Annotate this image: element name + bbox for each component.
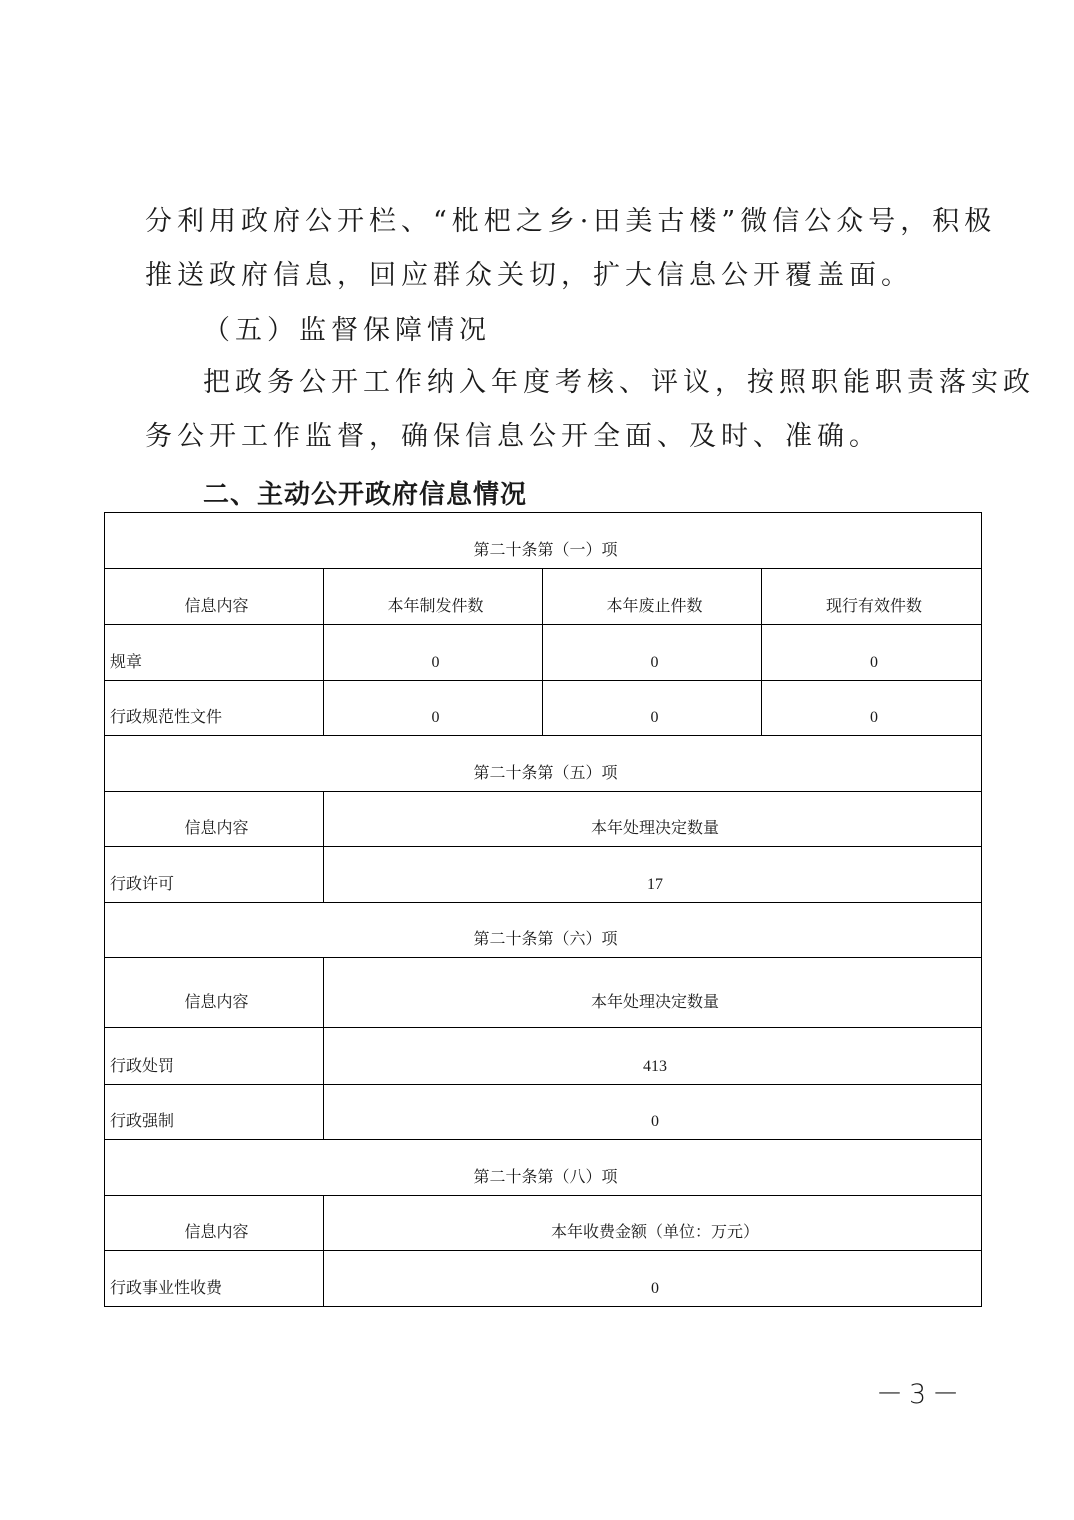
row-label: 行政事业性收费 [105,1251,324,1307]
section-heading: 二、主动公开政府信息情况 [203,480,528,510]
table-row [105,1251,982,1307]
table-section-title-row [105,513,982,569]
column-header: 现行有效件数 [762,569,982,625]
column-header: 信息内容 [105,792,324,847]
table-header-row [105,958,982,1028]
column-header: 信息内容 [105,569,324,625]
section-title: 第二十条第（一）项 [105,513,982,569]
paragraph-line: 把政务公开工作纳入年度考核、评议，按照职能职责落实政 [203,367,1035,398]
paragraph-line: 务公开工作监督，确保信息公开全面、及时、准确。 [145,421,881,452]
disclosure-table [104,512,982,1307]
subsection-heading: （五）监督保障情况 [203,315,491,346]
table-row [105,681,982,736]
row-label: 行政强制 [105,1085,324,1140]
paragraph-line: 分利用政府公开栏、“枇杷之乡·田美古楼”微信公众号，积极 [145,206,997,237]
table-row [105,1028,982,1085]
page-number: －3－ [876,1379,966,1410]
section-title: 第二十条第（六）项 [105,903,982,958]
cell-value: 0 [762,625,982,681]
row-label: 行政规范性文件 [105,681,324,736]
row-label: 行政许可 [105,847,324,903]
column-header: 信息内容 [105,958,324,1028]
cell-value: 413 [324,1028,982,1085]
cell-value: 0 [324,1085,982,1140]
paragraph-line: 推送政府信息，回应群众关切，扩大信息公开覆盖面。 [145,260,913,291]
row-label: 行政处罚 [105,1028,324,1085]
cell-value: 0 [543,681,762,736]
cell-value: 0 [543,625,762,681]
cell-value: 0 [324,1251,982,1307]
cell-value: 0 [324,625,543,681]
table-header-row [105,569,982,625]
section-title: 第二十条第（八）项 [105,1140,982,1196]
section-title: 第二十条第（五）项 [105,736,982,792]
row-label: 规章 [105,625,324,681]
table-header-row [105,792,982,847]
table-header-row [105,1196,982,1251]
table-row [105,625,982,681]
table-row [105,1085,982,1140]
column-header: 本年处理决定数量 [324,792,982,847]
table-section-title-row [105,903,982,958]
cell-value: 0 [762,681,982,736]
table-row [105,847,982,903]
column-header: 本年废止件数 [543,569,762,625]
table-section-title-row [105,1140,982,1196]
cell-value: 0 [324,681,543,736]
column-header: 本年制发件数 [324,569,543,625]
table-section-title-row [105,736,982,792]
cell-value: 17 [324,847,982,903]
column-header: 本年收费金额（单位：万元） [324,1196,982,1251]
column-header: 本年处理决定数量 [324,958,982,1028]
column-header: 信息内容 [105,1196,324,1251]
